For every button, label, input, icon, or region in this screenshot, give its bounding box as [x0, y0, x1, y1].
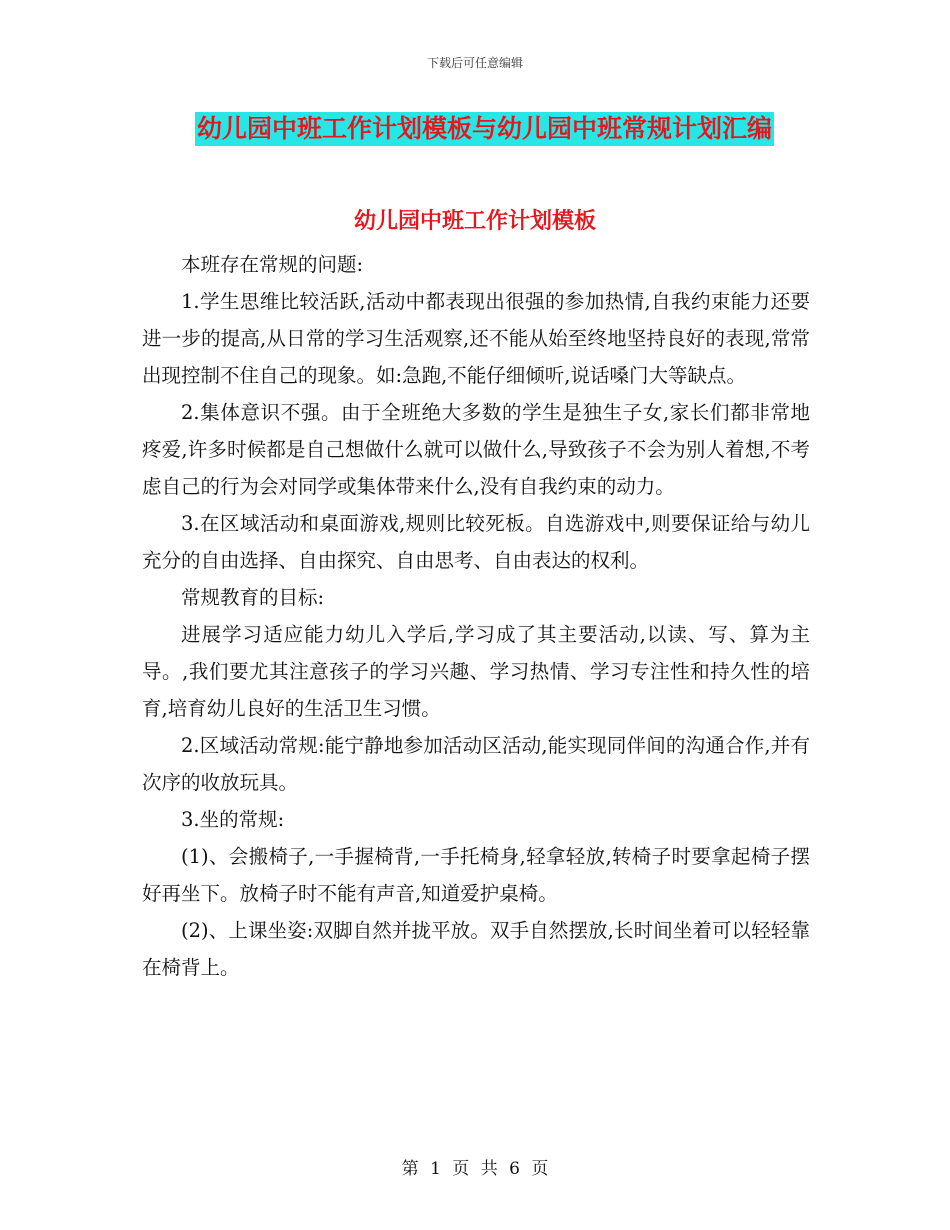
page-number-footer: 第 1 页 共 6 页: [401, 1159, 549, 1179]
page-header-note: 下载后可任意编辑: [426, 56, 523, 70]
body-paragraph: 3.坐的常规:: [181, 808, 285, 831]
body-paragraph: 3.在区域活动和桌面游戏,规则比较死板。自选游戏中,则要保证给与幼儿充分的自由选择、自由探究、自由思考、自由表达的权利。: [142, 512, 810, 572]
body-paragraph: 1.学生思维比较活跃,活动中都表现出很强的参加热情,自我约束能力还要进一步的提高,从日常的学习生活观察,还不能从始至终地坚持良好的表现,常常出现控制不住自己的现象。如:急跑,不能仔细倾听,说话嗓门大等缺点。: [142, 290, 810, 387]
document-title: 幼儿园中班工作计划模板与幼儿园中班常规计划汇编: [195, 112, 774, 146]
body-paragraph: (2)、上课坐姿:双脚自然并拢平放。双手自然摆放,长时间坐着可以轻轻靠在椅背上。: [142, 919, 810, 979]
body-paragraph: 进展学习适应能力幼儿入学后,学习成了其主要活动,以读、写、算为主导。,我们要尤其注意孩子的学习兴趣、学习热情、学习专注性和持久性的培育,培育幼儿良好的生活卫生习惯。: [142, 623, 810, 720]
body-paragraph: 本班存在常规的问题:: [181, 253, 364, 276]
document-body: [142, 246, 810, 986]
body-paragraph: 2.集体意识不强。由于全班绝大多数的学生是独生子女,家长们都非常地疼爱,许多时候都是自己想做什么就可以做什么,导致孩子不会为别人着想,不考虑自己的行为会对同学或集体带来什么,没有自我约束的动力。: [142, 401, 810, 498]
body-paragraph: 2.区域活动常规:能宁静地参加活动区活动,能实现同伴间的沟通合作,并有次序的收放玩具。: [142, 734, 810, 794]
body-paragraph: 常规教育的目标:: [181, 586, 325, 609]
body-paragraph: (1)、会搬椅子,一手握椅背,一手托椅身,轻拿轻放,转椅子时要拿起椅子摆好再坐下。放椅子时不能有声音,知道爱护桌椅。: [142, 845, 810, 905]
section-title: 幼儿园中班工作计划模板: [353, 209, 596, 234]
